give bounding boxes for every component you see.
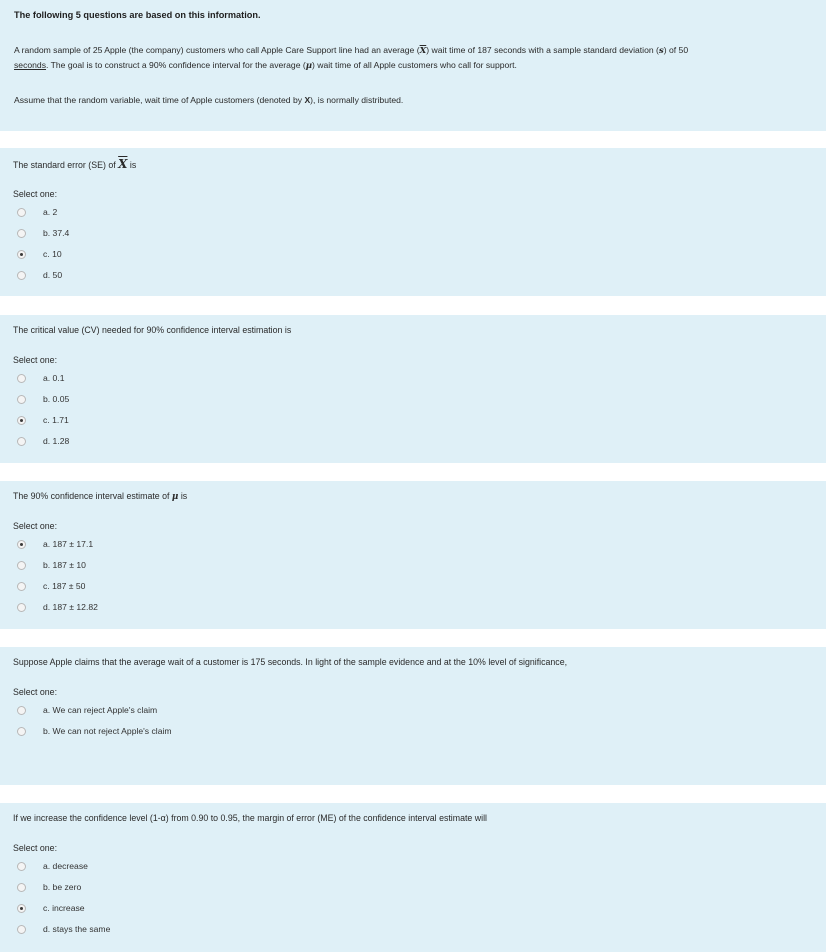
option-label: c. increase xyxy=(43,903,85,913)
radio-button[interactable] xyxy=(17,229,26,238)
option-label: d. 50 xyxy=(43,270,63,280)
option-q1-b[interactable] xyxy=(17,227,69,239)
option-q5-b[interactable] xyxy=(17,881,81,893)
option-q3-a[interactable] xyxy=(17,538,93,550)
radio-button[interactable] xyxy=(17,862,26,871)
info-line-1a: A random sample of 25 Apple (the company) customers who call Apple Care Support line had an average ( xyxy=(14,45,420,55)
mu-symbol: μ xyxy=(171,492,179,502)
select-one-label: Select one: xyxy=(13,843,58,853)
radio-button[interactable] xyxy=(17,395,26,404)
info-line-2c: ) wait time of all Apple customers who call for support. xyxy=(312,60,517,70)
radio-button[interactable] xyxy=(17,271,26,280)
question-3-text-b: is xyxy=(178,491,188,501)
question-1-text-a: The standard error (SE) of xyxy=(13,160,119,170)
option-q1-a[interactable] xyxy=(17,206,57,218)
question-5-text: If we increase the confidence level (1-α) from 0.90 to 0.95, the margin of error (ME) of the confidence interval estimate will xyxy=(13,813,487,823)
select-one-label: Select one: xyxy=(13,355,58,365)
radio-button[interactable] xyxy=(17,727,26,736)
select-one-label: Select one: xyxy=(13,189,58,199)
option-label: d. 1.28 xyxy=(43,436,70,446)
radio-button-selected[interactable] xyxy=(17,904,26,913)
question-3-panel xyxy=(0,481,826,629)
option-q4-b[interactable] xyxy=(17,725,172,737)
info-line-3 xyxy=(14,95,403,106)
radio-button-selected[interactable] xyxy=(17,416,26,425)
option-q3-b[interactable] xyxy=(17,559,86,571)
option-label: b. be zero xyxy=(43,882,82,892)
info-title: The following 5 questions are based on this information. xyxy=(14,10,261,20)
radio-button[interactable] xyxy=(17,374,26,383)
info-line-1c: ) of 50 xyxy=(663,45,689,55)
question-1-text xyxy=(13,159,136,171)
option-label: b. 37.4 xyxy=(43,228,70,238)
option-q5-c[interactable] xyxy=(17,902,85,914)
option-label: b. We can not reject Apple's claim xyxy=(43,726,172,736)
option-q2-d[interactable] xyxy=(17,435,69,447)
option-q1-d[interactable] xyxy=(17,269,62,281)
option-q3-c[interactable] xyxy=(17,580,85,592)
radio-button[interactable] xyxy=(17,437,26,446)
option-q2-c[interactable] xyxy=(17,414,69,426)
radio-button-selected[interactable] xyxy=(17,540,26,549)
info-line-2a: seconds xyxy=(14,60,47,70)
option-q2-b[interactable] xyxy=(17,393,69,405)
radio-button[interactable] xyxy=(17,883,26,892)
option-label: a. 2 xyxy=(43,207,58,217)
option-label: c. 10 xyxy=(43,249,62,259)
radio-button[interactable] xyxy=(17,561,26,570)
question-1-text-b: is xyxy=(127,160,137,170)
radio-button[interactable] xyxy=(17,925,26,934)
question-4-text: Suppose Apple claims that the average wait of a customer is 175 seconds. In light of the sample evidence and at the 10% level of significance, xyxy=(13,657,568,667)
select-one-label: Select one: xyxy=(13,687,58,697)
info-line-2b: . The goal is to construct a 90% confidence interval for the average ( xyxy=(46,60,306,70)
info-line-3b: ), is normally distributed. xyxy=(310,95,404,105)
info-line-1 xyxy=(14,45,688,57)
info-line-2 xyxy=(14,60,517,72)
option-q3-d[interactable] xyxy=(17,601,98,613)
option-q1-c[interactable] xyxy=(17,248,62,260)
option-q4-a[interactable] xyxy=(17,704,157,716)
option-label: d. stays the same xyxy=(43,924,111,934)
option-label: b. 187 ± 10 xyxy=(43,560,86,570)
option-q5-d[interactable] xyxy=(17,923,110,935)
s-symbol: s xyxy=(658,46,664,56)
xbar-symbol: $\overline{X}$ xyxy=(118,157,128,171)
question-5-panel xyxy=(0,803,826,952)
option-label: a. decrease xyxy=(43,861,88,871)
radio-button[interactable] xyxy=(17,208,26,217)
info-line-1b: ) wait time of 187 seconds with a sample standard deviation ( xyxy=(426,45,659,55)
option-label: c. 1.71 xyxy=(43,415,69,425)
option-label: c. 187 ± 50 xyxy=(43,581,86,591)
option-label: a. 0.1 xyxy=(43,373,65,383)
info-panel xyxy=(0,0,826,131)
select-one-label: Select one: xyxy=(13,521,58,531)
radio-button[interactable] xyxy=(17,603,26,612)
xbar-symbol: $\overline{X}$ xyxy=(419,46,427,56)
option-label: a. We can reject Apple's claim xyxy=(43,705,158,715)
question-2-text: The critical value (CV) needed for 90% confidence interval estimation is xyxy=(13,325,292,335)
question-1-panel xyxy=(0,148,826,296)
question-3-text-a: The 90% confidence interval estimate of xyxy=(13,491,172,501)
x-symbol: X xyxy=(304,95,311,105)
option-label: a. 187 ± 17.1 xyxy=(43,539,94,549)
info-line-3a: Assume that the random variable, wait time of Apple customers (denoted by xyxy=(14,95,305,105)
option-label: b. 0.05 xyxy=(43,394,70,404)
question-2-panel xyxy=(0,315,826,463)
radio-button[interactable] xyxy=(17,582,26,591)
radio-button-selected[interactable] xyxy=(17,250,26,259)
question-4-panel xyxy=(0,647,826,785)
question-3-text xyxy=(13,491,187,503)
option-label: d. 187 ± 12.82 xyxy=(43,602,98,612)
option-q5-a[interactable] xyxy=(17,860,88,872)
option-q2-a[interactable] xyxy=(17,372,65,384)
mu-symbol: μ xyxy=(305,61,313,71)
radio-button[interactable] xyxy=(17,706,26,715)
